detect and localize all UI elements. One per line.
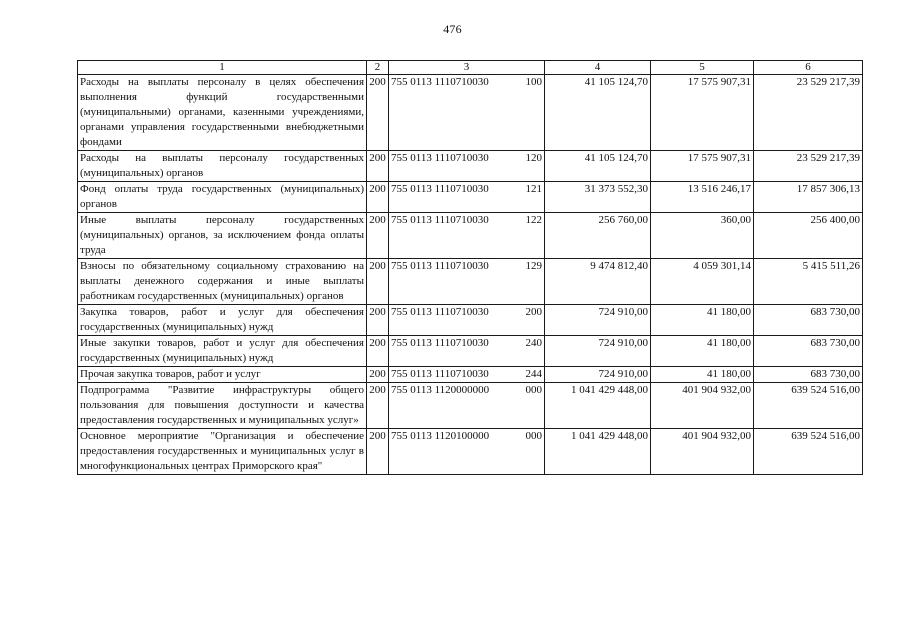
row-code: 755 0113 1110710030: [391, 76, 489, 88]
row-classification-code: [389, 429, 545, 475]
table-row: [78, 305, 863, 336]
header-col-6: 6: [754, 61, 863, 75]
row-classification-code: [389, 367, 545, 383]
row-admin-code: 200: [367, 182, 389, 213]
table-row: [78, 383, 863, 429]
row-admin-code: 200: [367, 75, 389, 151]
row-admin-code: 200: [367, 151, 389, 182]
row-description: Иные выплаты персоналу государственных (муниципальных) органов, за исключением фонда оплаты труда: [78, 213, 367, 259]
row-value-col5: 13 516 246,17: [651, 182, 754, 213]
row-value-col5: 17 575 907,31: [651, 75, 754, 151]
row-value-col6: 683 730,00: [754, 305, 863, 336]
row-value-col5: 4 059 301,14: [651, 259, 754, 305]
row-description: Фонд оплаты труда государственных (муниципальных) органов: [78, 182, 367, 213]
row-value-col6: 256 400,00: [754, 213, 863, 259]
row-value-col6: 17 857 306,13: [754, 182, 863, 213]
row-value-col6: 23 529 217,39: [754, 151, 863, 182]
table-row: [78, 151, 863, 182]
row-expense-type: 244: [525, 368, 542, 380]
row-description: Прочая закупка товаров, работ и услуг: [78, 367, 367, 383]
row-description: Основное мероприятие "Организация и обеспечение предоставления государственных и муниципальных услуг в многофункциональных центрах Приморского края": [78, 429, 367, 475]
table-row: [78, 213, 863, 259]
row-value-col4: 31 373 552,30: [545, 182, 651, 213]
row-value-col5: 41 180,00: [651, 336, 754, 367]
row-expense-type: 120: [525, 152, 542, 164]
row-code: 755 0113 1110710030: [391, 260, 489, 272]
row-admin-code: 200: [367, 367, 389, 383]
row-value-col4: 1 041 429 448,00: [545, 383, 651, 429]
row-value-col4: 9 474 812,40: [545, 259, 651, 305]
row-value-col6: 683 730,00: [754, 336, 863, 367]
row-value-col5: 41 180,00: [651, 305, 754, 336]
row-value-col4: 41 105 124,70: [545, 151, 651, 182]
header-col-1: 1: [78, 61, 367, 75]
row-value-col5: 360,00: [651, 213, 754, 259]
row-value-col6: 683 730,00: [754, 367, 863, 383]
row-expense-type: 000: [525, 384, 542, 396]
row-description: Взносы по обязательному социальному страхованию на выплаты денежного содержания и иные выплаты работникам государственных (муниципальных) органов: [78, 259, 367, 305]
table-row: [78, 429, 863, 475]
row-classification-code: [389, 213, 545, 259]
row-description: Закупка товаров, работ и услуг для обеспечения государственных (муниципальных) нужд: [78, 305, 367, 336]
row-value-col4: 41 105 124,70: [545, 75, 651, 151]
row-admin-code: 200: [367, 213, 389, 259]
row-expense-type: 122: [525, 214, 542, 226]
row-expense-type: 000: [525, 430, 542, 442]
budget-table: [77, 60, 863, 475]
row-description: Расходы на выплаты персоналу государственных (муниципальных) органов: [78, 151, 367, 182]
row-value-col5: 41 180,00: [651, 367, 754, 383]
row-description: Подпрограмма "Развитие инфраструктуры общего пользования для повышения доступности и качества предоставления государственных и муниципальных услуг»: [78, 383, 367, 429]
row-classification-code: [389, 336, 545, 367]
row-value-col6: 639 524 516,00: [754, 383, 863, 429]
table-row: [78, 336, 863, 367]
row-description: Иные закупки товаров, работ и услуг для обеспечения государственных (муниципальных) нужд: [78, 336, 367, 367]
row-code: 755 0113 1110710030: [391, 368, 489, 380]
row-admin-code: 200: [367, 429, 389, 475]
table-row: [78, 75, 863, 151]
header-col-3: 3: [389, 61, 545, 75]
row-code: 755 0113 1110710030: [391, 152, 489, 164]
row-value-col6: 23 529 217,39: [754, 75, 863, 151]
row-expense-type: 200: [525, 306, 542, 318]
row-admin-code: 200: [367, 383, 389, 429]
row-admin-code: 200: [367, 336, 389, 367]
row-code: 755 0113 1120000000: [391, 384, 490, 396]
row-code: 755 0113 1110710030: [391, 306, 489, 318]
row-value-col5: 401 904 932,00: [651, 429, 754, 475]
table-header-row: [78, 61, 863, 75]
header-col-2: 2: [367, 61, 389, 75]
row-admin-code: 200: [367, 305, 389, 336]
row-code: 755 0113 1120100000: [391, 430, 490, 442]
row-value-col6: 639 524 516,00: [754, 429, 863, 475]
row-value-col5: 401 904 932,00: [651, 383, 754, 429]
row-expense-type: 129: [525, 260, 542, 272]
row-code: 755 0113 1110710030: [391, 337, 489, 349]
row-classification-code: [389, 75, 545, 151]
row-classification-code: [389, 182, 545, 213]
row-value-col4: 1 041 429 448,00: [545, 429, 651, 475]
row-expense-type: 240: [525, 337, 542, 349]
row-admin-code: 200: [367, 259, 389, 305]
header-col-5: 5: [651, 61, 754, 75]
row-value-col6: 5 415 511,26: [754, 259, 863, 305]
row-classification-code: [389, 305, 545, 336]
table-row: [78, 182, 863, 213]
row-value-col4: 724 910,00: [545, 336, 651, 367]
row-expense-type: 121: [525, 183, 542, 195]
row-value-col4: 724 910,00: [545, 367, 651, 383]
page-number: 476: [443, 22, 462, 36]
row-value-col4: 724 910,00: [545, 305, 651, 336]
table-row: [78, 259, 863, 305]
row-code: 755 0113 1110710030: [391, 214, 489, 226]
row-expense-type: 100: [525, 76, 542, 88]
row-value-col5: 17 575 907,31: [651, 151, 754, 182]
row-classification-code: [389, 259, 545, 305]
row-classification-code: [389, 383, 545, 429]
header-col-4: 4: [545, 61, 651, 75]
row-value-col4: 256 760,00: [545, 213, 651, 259]
table-row: [78, 367, 863, 383]
row-code: 755 0113 1110710030: [391, 183, 489, 195]
row-description: Расходы на выплаты персоналу в целях обеспечения выполнения функций государственными (муниципальными) органами, казенными учреждениями, органами управления государственными внебюджетными фондами: [78, 75, 367, 151]
row-classification-code: [389, 151, 545, 182]
